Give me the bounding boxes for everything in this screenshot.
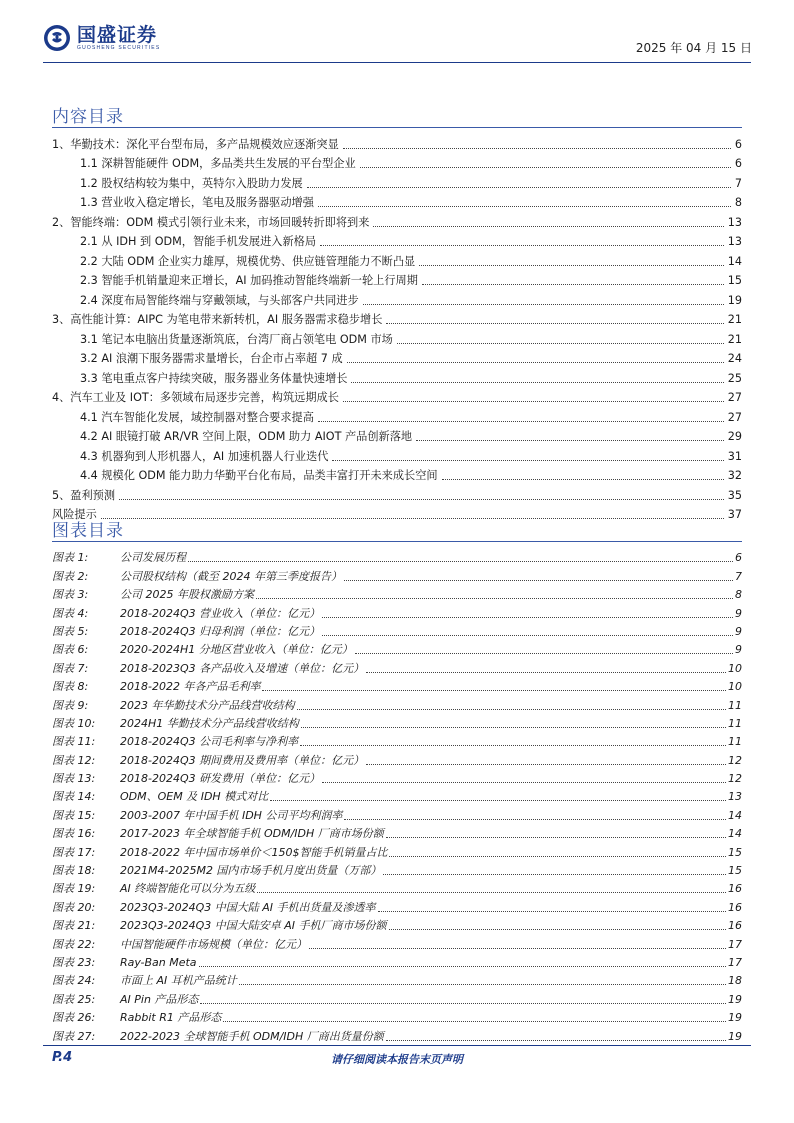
dot-leader <box>239 983 726 985</box>
figure-entry[interactable] <box>52 602 742 620</box>
toc-entry-page: 27 <box>727 391 742 404</box>
dot-leader <box>366 763 726 765</box>
figure-caption: AI Pin 产品形态 <box>120 992 199 1006</box>
figure-page: 15 <box>728 864 742 878</box>
figure-caption: ODM、OEM 及 IDH 模式对比 <box>120 790 269 804</box>
figure-page: 6 <box>735 551 742 565</box>
figure-entry[interactable] <box>52 952 742 970</box>
toc-entry[interactable] <box>52 308 742 328</box>
toc-entry[interactable] <box>52 366 742 386</box>
logo-icon <box>43 24 71 52</box>
toc-entry-text: 3、高性能计算：AIPC 为笔电带来新转机，AI 服务器需求稳步增长 <box>52 313 383 326</box>
dot-leader <box>373 225 723 227</box>
figure-page: 16 <box>728 882 742 896</box>
toc-entry-page: 29 <box>727 430 742 443</box>
figure-caption: 2018-2024Q3 公司毛利率与净利率 <box>120 735 299 749</box>
toc-entry-page: 32 <box>727 469 742 482</box>
dot-leader <box>101 517 724 519</box>
dot-leader <box>343 400 724 402</box>
toc-entry-text: 3.1 笔记本电脑出货量逐渐筑底，台湾厂商占领笔电 ODM 市场 <box>52 333 395 347</box>
figure-number: 图表 13: <box>52 772 96 786</box>
figure-number: 图表 8: <box>52 680 89 694</box>
figure-caption: 2024H1 华勤技术分产品线营收结构 <box>120 716 299 730</box>
dot-leader <box>270 799 726 801</box>
dot-leader <box>318 420 724 422</box>
figures-title: 图表目录 <box>52 521 124 541</box>
figure-caption: 2018-2022 年各产品毛利率 <box>120 680 261 694</box>
figure-entry[interactable] <box>52 896 742 914</box>
figure-page: 10 <box>728 661 742 675</box>
figure-caption: 公司 2025 年股权激励方案 <box>120 588 254 602</box>
toc-entry-text: 3.3 笔电重点客户持续突破，服务器业务体量快速增长 <box>52 372 349 386</box>
figures-title-rule <box>52 541 742 542</box>
figure-entry[interactable] <box>52 621 742 639</box>
figure-entry[interactable] <box>52 988 742 1006</box>
figure-entry[interactable] <box>52 565 742 583</box>
toc-entry-page: 13 <box>727 235 742 248</box>
toc-entry-page: 25 <box>727 371 742 385</box>
report-date: 2025 年 04 月 15 日 <box>635 41 752 55</box>
figure-page: 7 <box>735 569 742 583</box>
figure-caption: Ray-Ban Meta <box>120 955 197 969</box>
figure-number: 图表 26: <box>52 1011 96 1025</box>
toc-entry[interactable] <box>52 269 742 289</box>
figure-number: 图表 1: <box>52 551 89 565</box>
figure-page: 12 <box>728 753 742 767</box>
dot-leader <box>416 439 724 441</box>
dot-leader <box>386 1039 726 1041</box>
toc-entry[interactable] <box>52 503 742 523</box>
figure-number: 图表 10: <box>52 716 96 730</box>
figure-entry[interactable] <box>52 841 742 859</box>
toc-entry[interactable] <box>52 425 742 445</box>
figure-page: 19 <box>728 1029 742 1043</box>
figure-caption: 2017-2023 年全球智能手机 ODM/IDH 厂商市场份额 <box>120 827 384 841</box>
toc-entry-page: 35 <box>727 488 742 502</box>
figure-entry[interactable] <box>52 768 742 786</box>
dot-leader <box>188 560 733 562</box>
toc-entry-text: 2.4 深度布局智能终端与穿戴领域，与头部客户共同进步 <box>52 294 361 308</box>
dot-leader <box>322 781 726 783</box>
figure-page: 10 <box>728 680 742 694</box>
figure-number: 图表 20: <box>52 900 96 914</box>
figure-page: 17 <box>728 955 742 969</box>
figure-page: 16 <box>728 900 742 914</box>
toc-entry-text: 1.3 营业收入稳定增长，笔电及服务器驱动增强 <box>52 196 316 210</box>
toc-entry-text: 2.2 大陆 ODM 企业实力雄厚，规模优势、供应链管理能力不断凸显 <box>52 255 417 269</box>
figure-number: 图表 25: <box>52 992 96 1006</box>
figure-number: 图表 12: <box>52 753 96 767</box>
toc-entry-text: 5、盈利预测 <box>52 488 116 502</box>
toc-entry[interactable] <box>52 230 742 250</box>
dot-leader <box>223 1020 726 1022</box>
toc-entry-text: 3.2 AI 浪潮下服务器需求量增长，台企市占率超 7 成 <box>52 352 345 366</box>
footer-divider <box>43 1045 751 1046</box>
dot-leader <box>422 283 724 285</box>
figure-caption: 2022-2023 全球智能手机 ODM/IDH 厂商出货量份额 <box>120 1029 384 1043</box>
figure-entry[interactable] <box>52 657 742 675</box>
figure-page: 9 <box>735 643 742 657</box>
toc-entry-text: 4.3 机器狗到人形机器人，AI 加速机器人行业迭代 <box>52 450 330 464</box>
figure-entry[interactable] <box>52 933 742 951</box>
toc-entry-page: 37 <box>727 508 742 521</box>
dot-leader <box>199 965 726 967</box>
disclaimer-note: 请仔细阅读本报告末页声明 <box>331 1053 463 1066</box>
figure-number: 图表 24: <box>52 974 96 988</box>
figure-caption: AI 终端智能化可以分为五级 <box>120 882 256 896</box>
figure-entry[interactable] <box>52 860 742 878</box>
toc-entry[interactable] <box>52 171 742 191</box>
figure-page: 19 <box>728 1011 742 1025</box>
figure-caption: 2023Q3-2024Q3 中国大陆安卓 AI 手机厂商市场份额 <box>120 919 387 933</box>
dot-leader <box>257 891 726 893</box>
figure-entry[interactable] <box>52 584 742 602</box>
toc-entry-page: 24 <box>727 352 742 365</box>
figure-number: 图表 11: <box>52 735 96 749</box>
toc-entry[interactable] <box>52 288 742 308</box>
logo-name-en: GUOSHENG SECURITIES <box>77 44 161 51</box>
toc-entry-text: 4.2 AI 眼镜打破 AR/VR 空间上限，ODM 助力 AIOT 产品创新落地 <box>52 430 414 444</box>
figure-number: 图表 2: <box>52 569 89 583</box>
toc-entry-text: 1、华勤技术：深化平台型布局，多产品规模效应逐渐突显 <box>52 137 339 151</box>
toc-entry-page: 21 <box>727 313 742 326</box>
toc-entry-text: 4.1 汽车智能化发展，域控制器对整合要求提高 <box>52 411 316 425</box>
figure-entry[interactable] <box>52 915 742 933</box>
figure-page: 9 <box>735 606 742 620</box>
figure-caption: 2023Q3-2024Q3 中国大陆 AI 手机出货量及渗透率 <box>120 900 376 914</box>
figure-page: 16 <box>728 919 742 933</box>
page-header <box>0 0 794 72</box>
toc-entry[interactable] <box>52 444 742 464</box>
toc-entry[interactable] <box>52 327 742 347</box>
dot-leader <box>347 361 724 363</box>
figure-number: 图表 7: <box>52 661 89 675</box>
table-of-contents <box>52 132 742 522</box>
dot-leader <box>300 744 726 746</box>
figure-caption: 市面上 AI 耳机产品统计 <box>120 974 237 988</box>
figure-entry[interactable] <box>52 713 742 731</box>
dot-leader <box>378 910 726 912</box>
figure-number: 图表 6: <box>52 643 89 657</box>
dot-leader <box>297 708 727 710</box>
toc-entry-text: 4.4 规模化 ODM 能力助力华勤平台化布局，品类丰富打开未来成长空间 <box>52 469 440 483</box>
toc-title: 内容目录 <box>52 107 124 127</box>
figure-page: 13 <box>728 790 742 804</box>
figure-page: 19 <box>728 992 742 1006</box>
figure-number: 图表 19: <box>52 882 96 896</box>
dot-leader <box>386 322 723 324</box>
toc-entry-page: 6 <box>734 137 742 151</box>
figure-number: 图表 21: <box>52 919 96 933</box>
dot-leader <box>360 166 731 168</box>
dot-leader <box>419 264 724 266</box>
figure-page: 11 <box>728 698 742 712</box>
toc-entry[interactable] <box>52 483 742 503</box>
figure-entry[interactable] <box>52 694 742 712</box>
figure-entry[interactable] <box>52 547 742 565</box>
dot-leader <box>366 671 726 673</box>
figure-page: 18 <box>728 974 742 988</box>
figure-caption: 2020-2024H1 分地区营业收入（单位：亿元） <box>120 643 353 657</box>
dot-leader <box>383 873 726 875</box>
dot-leader <box>355 652 733 654</box>
toc-entry-page: 13 <box>727 215 742 229</box>
page-number: P.4 <box>52 1050 73 1065</box>
toc-entry[interactable] <box>52 386 742 406</box>
dot-leader <box>307 186 731 188</box>
company-logo <box>43 24 160 52</box>
figure-number: 图表 3: <box>52 588 89 602</box>
figure-page: 9 <box>735 624 742 638</box>
figure-number: 图表 18: <box>52 864 96 878</box>
toc-entry-page: 7 <box>734 176 742 190</box>
toc-entry-text: 4、汽车工业及 IOT：多领域布局逐步完善，构筑远期成长 <box>52 391 339 404</box>
toc-entry-page: 21 <box>727 332 742 346</box>
figure-list <box>52 547 742 1044</box>
figure-entry[interactable] <box>52 804 742 822</box>
figure-caption: 2018-2024Q3 归母利润（单位：亿元） <box>120 624 321 638</box>
figure-number: 图表 5: <box>52 624 89 638</box>
toc-entry[interactable] <box>52 132 742 152</box>
toc-entry[interactable] <box>52 210 742 230</box>
figure-page: 17 <box>728 937 742 951</box>
dot-leader <box>309 947 726 949</box>
toc-title-rule <box>52 127 742 128</box>
toc-entry-page: 8 <box>734 196 742 209</box>
dot-leader <box>200 1002 726 1004</box>
toc-entry-text: 风险提示 <box>52 508 97 521</box>
figure-caption: 2003-2007 年中国手机 IDH 公司平均利润率 <box>120 808 343 822</box>
figure-entry[interactable] <box>52 823 742 841</box>
toc-entry-text: 1.2 股权结构较为集中，英特尔入股助力发展 <box>52 177 305 191</box>
dot-leader <box>343 147 731 149</box>
dot-leader <box>301 726 726 728</box>
dot-leader <box>351 381 723 383</box>
toc-entry-page: 14 <box>727 254 742 268</box>
dot-leader <box>322 634 733 636</box>
figure-caption: 2023 年华勤技术分产品线营收结构 <box>120 698 295 712</box>
figure-entry[interactable] <box>52 749 742 767</box>
header-divider <box>43 62 751 63</box>
figure-caption: 2018-2024Q3 研发费用（单位：亿元） <box>120 772 321 786</box>
toc-entry[interactable] <box>52 249 742 269</box>
figure-number: 图表 4: <box>52 606 89 620</box>
figure-entry[interactable] <box>52 878 742 896</box>
figure-entry[interactable] <box>52 1007 742 1025</box>
dot-leader <box>344 579 733 581</box>
figure-page: 12 <box>728 772 742 786</box>
figure-caption: 2021M4-2025M2 国内市场手机月度出货量（万部） <box>120 864 382 878</box>
toc-entry-text: 2.3 智能手机销量迎来正增长，AI 加码推动智能终端新一轮上行周期 <box>52 274 420 288</box>
figure-page: 14 <box>728 808 742 822</box>
dot-leader <box>386 836 726 838</box>
figure-caption: 2018-2024Q3 期间费用及费用率（单位：亿元） <box>120 753 365 767</box>
figure-page: 15 <box>728 845 742 859</box>
figure-caption: 中国智能硬件市场规模（单位：亿元） <box>120 937 307 951</box>
figure-page: 11 <box>728 716 742 730</box>
figure-entry[interactable] <box>52 731 742 749</box>
figure-number: 图表 22: <box>52 937 96 951</box>
toc-entry-page: 6 <box>734 157 742 170</box>
dot-leader <box>332 459 723 461</box>
figure-entry[interactable] <box>52 1025 742 1043</box>
toc-entry[interactable] <box>52 191 742 211</box>
figure-caption: 公司发展历程 <box>120 551 186 565</box>
figure-caption: 2018-2022 年中国市场单价＜150$智能手机销量占比 <box>120 845 388 859</box>
dot-leader <box>397 342 724 344</box>
figure-entry[interactable] <box>52 970 742 988</box>
dot-leader <box>320 244 724 246</box>
dot-leader <box>262 689 726 691</box>
dot-leader <box>389 928 726 930</box>
dot-leader <box>363 303 724 305</box>
figure-number: 图表 14: <box>52 790 96 804</box>
toc-entry[interactable] <box>52 464 742 484</box>
toc-entry-page: 31 <box>727 449 742 463</box>
figure-page: 8 <box>735 588 742 602</box>
figure-caption: 2018-2024Q3 营业收入（单位：亿元） <box>120 606 321 620</box>
figure-entry[interactable] <box>52 786 742 804</box>
toc-entry-page: 19 <box>727 293 742 307</box>
dot-leader <box>442 478 724 480</box>
toc-entry-page: 27 <box>727 410 742 424</box>
figure-caption: 2018-2023Q3 各产品收入及增速（单位：亿元） <box>120 661 365 675</box>
toc-entry-text: 2.1 从 IDH 到 ODM，智能手机发展进入新格局 <box>52 235 318 249</box>
figure-entry[interactable] <box>52 639 742 657</box>
dot-leader <box>119 498 724 500</box>
toc-entry-text: 1.1 深耕智能硬件 ODM，多品类共生发展的平台型企业 <box>52 157 358 171</box>
figure-number: 图表 16: <box>52 827 96 841</box>
figure-number: 图表 9: <box>52 698 89 712</box>
toc-entry[interactable] <box>52 347 742 367</box>
figure-caption: Rabbit R1 产品形态 <box>120 1011 222 1025</box>
toc-entry[interactable] <box>52 152 742 172</box>
toc-entry[interactable] <box>52 405 742 425</box>
figure-page: 14 <box>728 827 742 841</box>
figure-number: 图表 23: <box>52 955 96 969</box>
figure-number: 图表 17: <box>52 845 96 859</box>
figure-page: 11 <box>728 735 742 749</box>
toc-entry-text: 2、智能终端：ODM 模式引领行业未来，市场回暖转折即将到来 <box>52 215 370 229</box>
dot-leader <box>344 818 726 820</box>
figure-entry[interactable] <box>52 676 742 694</box>
figure-caption: 公司股权结构（截至 2024 年第三季度报告） <box>120 569 342 583</box>
logo-name-cn: 国盛证券 <box>77 23 158 46</box>
dot-leader <box>389 855 726 857</box>
dot-leader <box>256 597 733 599</box>
dot-leader <box>322 616 733 618</box>
dot-leader <box>318 205 731 207</box>
toc-entry-page: 15 <box>727 274 742 287</box>
figure-number: 图表 15: <box>52 808 96 822</box>
figure-number: 图表 27: <box>52 1029 96 1043</box>
